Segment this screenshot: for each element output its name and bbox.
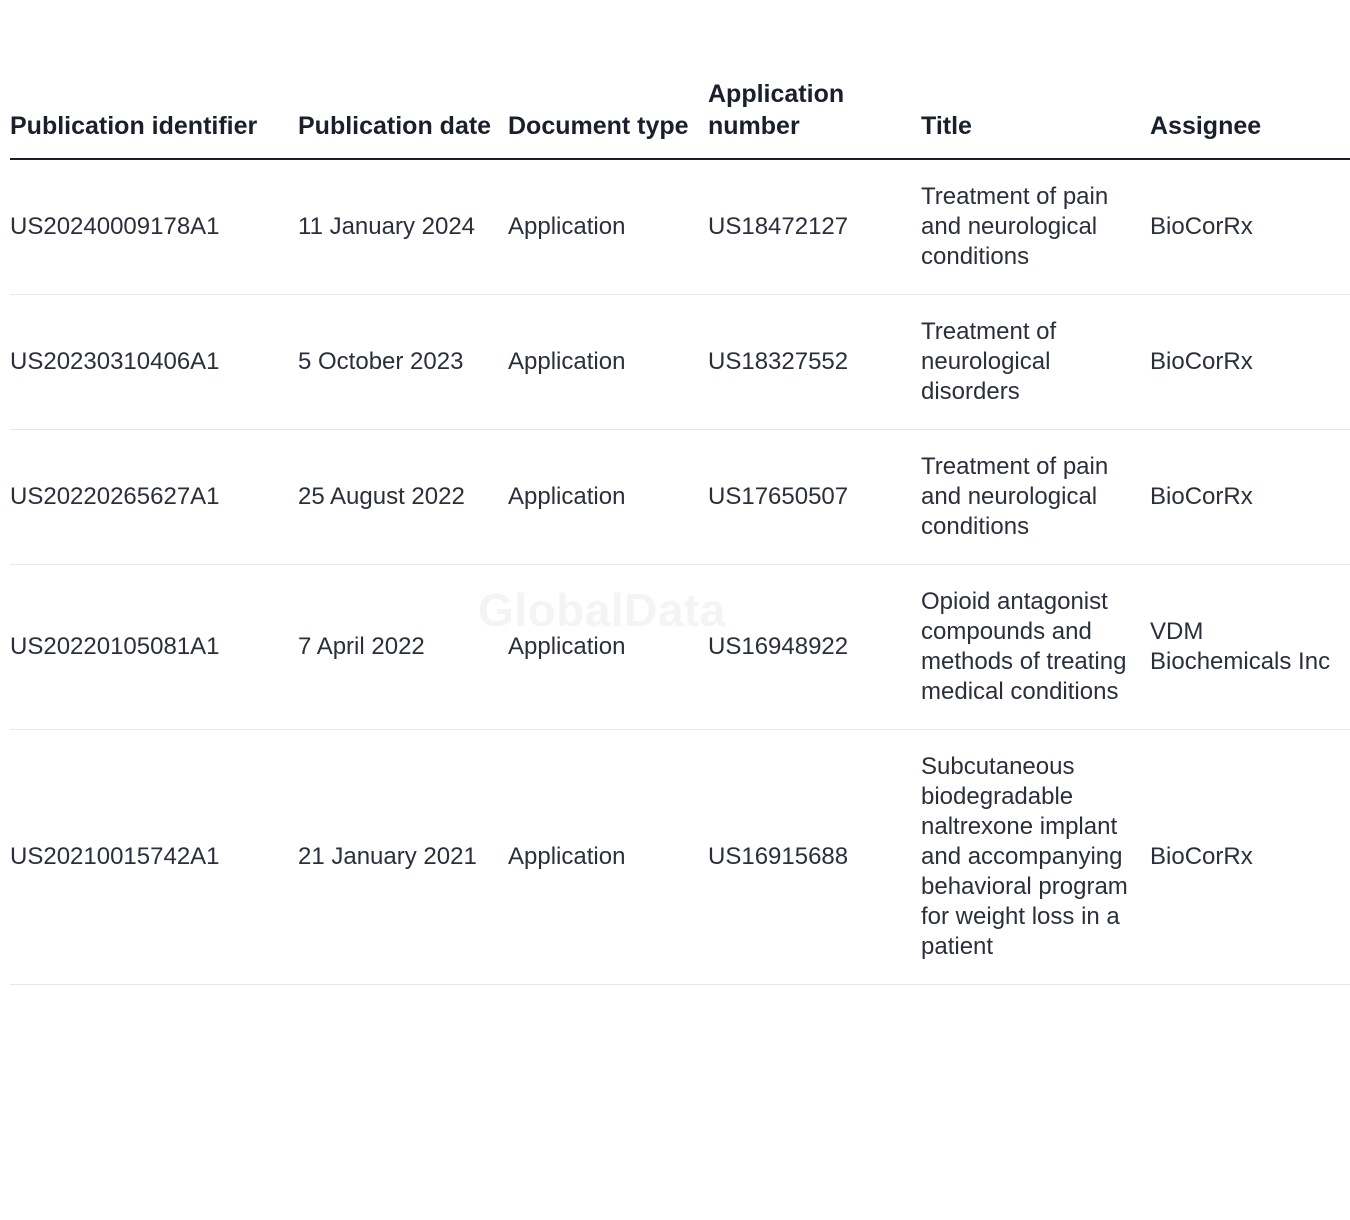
- cell-publication-identifier: US20240009178A1: [10, 159, 298, 295]
- cell-application-number: US17650507: [708, 430, 921, 565]
- header-publication-date[interactable]: Publication date: [298, 60, 508, 159]
- table-row: [10, 159, 1350, 295]
- cell-document-type: Application: [508, 565, 708, 730]
- patent-table-viewport: [10, 60, 1331, 1220]
- cell-publication-date: 5 October 2023: [298, 295, 508, 430]
- header-assignee[interactable]: Assignee: [1150, 60, 1350, 159]
- table-header: [10, 60, 1350, 159]
- patent-publications-table: [10, 60, 1350, 985]
- cell-document-type: Application: [508, 430, 708, 565]
- cell-publication-identifier: US20220105081A1: [10, 565, 298, 730]
- header-publication-identifier[interactable]: Publication identifier: [10, 60, 298, 159]
- cell-assignee: BioCorRx: [1150, 295, 1350, 430]
- table-row: [10, 565, 1350, 730]
- cell-publication-identifier: US20210015742A1: [10, 730, 298, 985]
- cell-document-type: Application: [508, 730, 708, 985]
- cell-publication-date: 11 January 2024: [298, 159, 508, 295]
- table-row: [10, 295, 1350, 430]
- header-document-type[interactable]: Document type: [508, 60, 708, 159]
- cell-application-number: US18472127: [708, 159, 921, 295]
- cell-title: Treatment of pain and neurological conditions: [921, 430, 1150, 565]
- cell-assignee: BioCorRx: [1150, 159, 1350, 295]
- table-row: [10, 730, 1350, 985]
- cell-title: Treatment of pain and neurological conditions: [921, 159, 1150, 295]
- cell-publication-date: 7 April 2022: [298, 565, 508, 730]
- cell-title: Treatment of neurological disorders: [921, 295, 1150, 430]
- cell-title: Subcutaneous biodegradable naltrexone implant and accompanying behavioral program for weight loss in a patient: [921, 730, 1150, 985]
- cell-document-type: Application: [508, 295, 708, 430]
- header-title[interactable]: Title: [921, 60, 1150, 159]
- watermark-logo: GlobalData: [478, 584, 726, 636]
- cell-application-number: US16948922: [708, 565, 921, 730]
- cell-publication-identifier: US20230310406A1: [10, 295, 298, 430]
- cell-publication-identifier: US20220265627A1: [10, 430, 298, 565]
- cell-application-number: US16915688: [708, 730, 921, 985]
- cell-application-number: US18327552: [708, 295, 921, 430]
- cell-publication-date: 25 August 2022: [298, 430, 508, 565]
- cell-title: Opioid antagonist compounds and methods of treating medical conditions: [921, 565, 1150, 730]
- cell-assignee: BioCorRx: [1150, 730, 1350, 985]
- header-row: [10, 60, 1350, 159]
- cell-assignee: BioCorRx: [1150, 430, 1350, 565]
- cell-publication-date: 21 January 2021: [298, 730, 508, 985]
- table-row: [10, 430, 1350, 565]
- table-body: [10, 159, 1350, 985]
- cell-document-type: Application: [508, 159, 708, 295]
- cell-assignee: VDM Biochemicals Inc: [1150, 565, 1350, 730]
- header-application-number[interactable]: Application number: [708, 60, 921, 159]
